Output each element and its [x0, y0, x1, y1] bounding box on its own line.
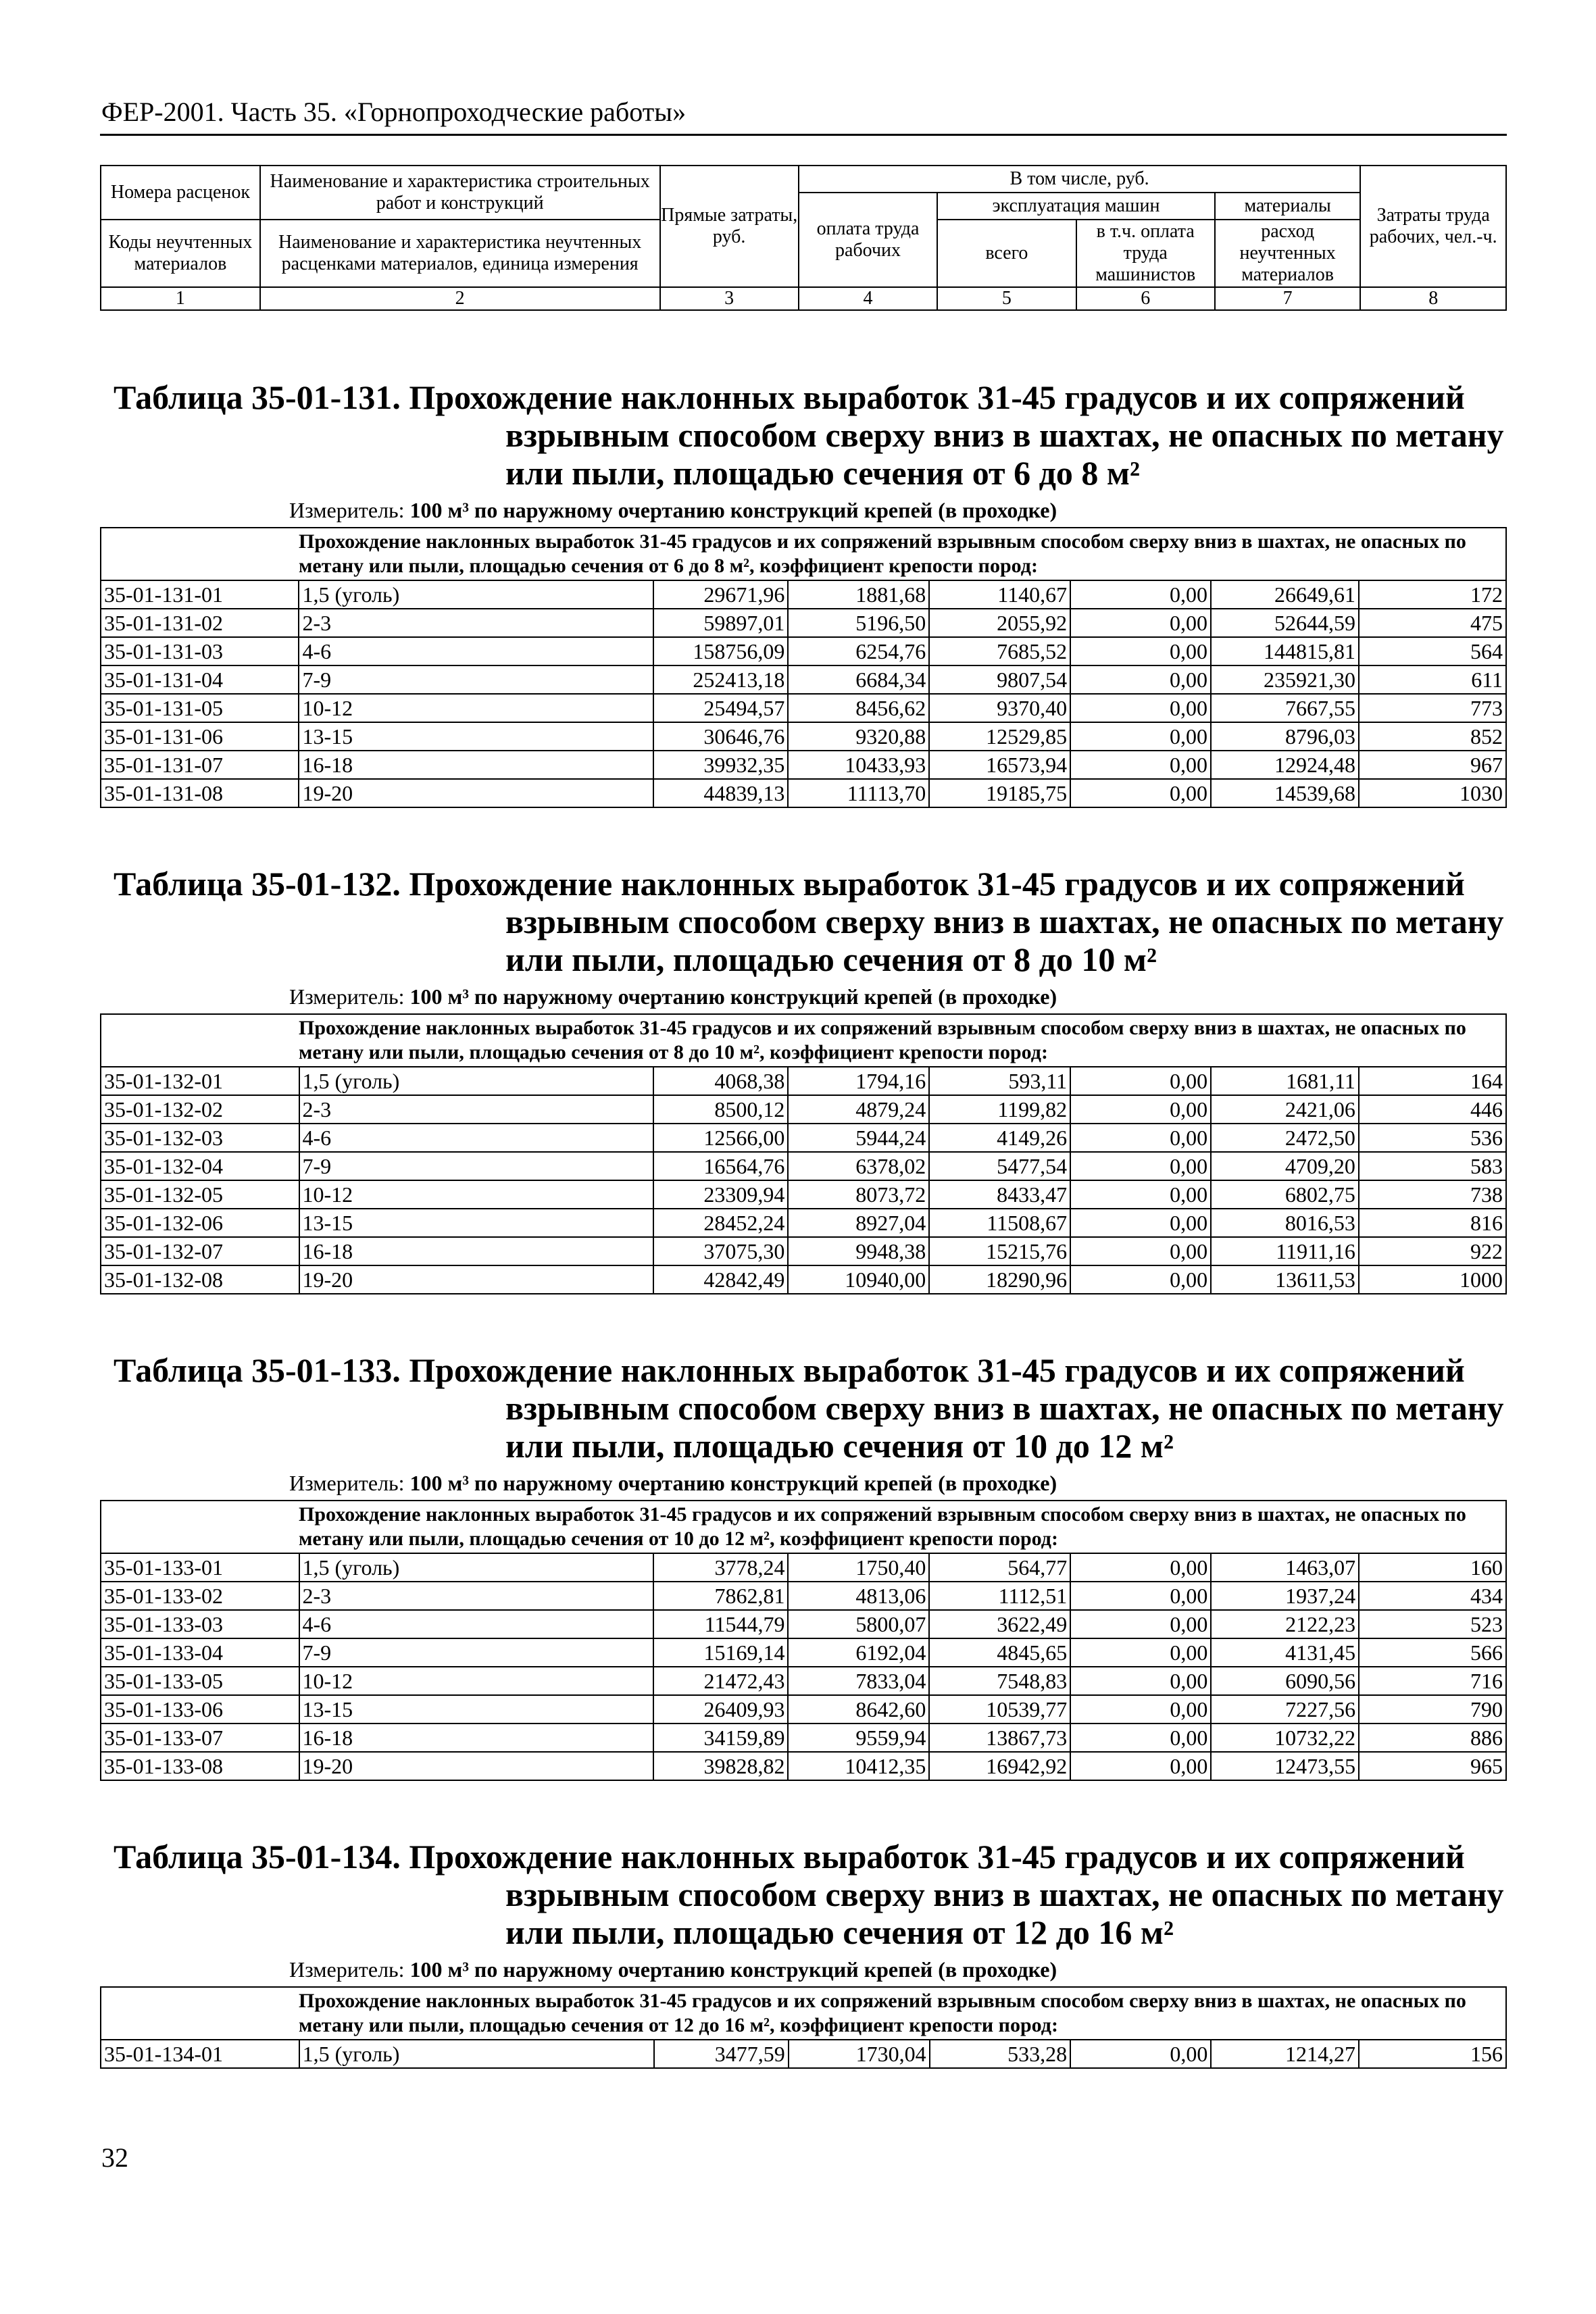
machine-cost-cell: 19185,75 [929, 779, 1070, 807]
labor-cost-cell: 8927,04 [788, 1209, 929, 1237]
table-row [101, 1067, 1506, 1095]
rock-hardness-cell: 13-15 [299, 1209, 654, 1237]
operator-cost-cell: 0,00 [1070, 1582, 1211, 1610]
rate-code-cell: 35-01-131-01 [101, 580, 299, 609]
header-rule [100, 134, 1507, 136]
direct-cost-cell: 16564,76 [653, 1152, 788, 1180]
material-cost-cell: 6802,75 [1211, 1180, 1359, 1209]
direct-cost-cell: 252413,18 [653, 665, 788, 694]
rate-code-cell: 35-01-134-01 [101, 2040, 299, 2068]
material-cost-cell: 13611,53 [1211, 1265, 1359, 1294]
operator-cost-cell: 0,00 [1070, 1180, 1211, 1209]
measure-line [100, 497, 1507, 523]
machine-cost-cell: 533,28 [930, 2040, 1071, 2068]
machine-cost-cell: 5477,54 [929, 1152, 1070, 1180]
rate-table-section [100, 378, 1507, 808]
labor-hours-cell: 965 [1359, 1752, 1506, 1780]
labor-cost-cell: 8073,72 [788, 1180, 929, 1209]
operator-cost-cell: 0,00 [1070, 580, 1211, 609]
rate-table-section [100, 865, 1507, 1294]
rate-table [100, 1500, 1507, 1781]
header-machines: эксплуатация машин [937, 193, 1215, 220]
table-row [101, 1553, 1506, 1582]
labor-hours-cell: 1000 [1359, 1265, 1506, 1294]
operator-cost-cell: 0,00 [1070, 1067, 1211, 1095]
group-row [101, 1501, 1506, 1553]
header-col2-bottom: Наименование и характеристика неучтенных расценками материалов, единица измерения [260, 220, 660, 287]
page-number: 32 [101, 2142, 128, 2173]
table-row [101, 1610, 1506, 1638]
table-row [101, 1582, 1506, 1610]
column-header-table [100, 165, 1507, 311]
labor-hours-cell: 566 [1359, 1638, 1506, 1667]
header-num: 4 [799, 287, 937, 310]
direct-cost-cell: 44839,13 [653, 779, 788, 807]
table-row [101, 637, 1506, 665]
rock-hardness-cell: 4-6 [299, 1610, 654, 1638]
operator-cost-cell: 0,00 [1070, 1209, 1211, 1237]
rock-hardness-cell: 19-20 [299, 1752, 654, 1780]
labor-cost-cell: 4879,24 [788, 1095, 929, 1124]
rate-code-cell: 35-01-133-08 [101, 1752, 299, 1780]
labor-cost-cell: 10433,93 [788, 751, 929, 779]
rate-code-cell: 35-01-132-07 [101, 1237, 299, 1265]
header-num: 6 [1076, 287, 1215, 310]
machine-cost-cell: 12529,85 [929, 722, 1070, 751]
rate-code-cell: 35-01-133-03 [101, 1610, 299, 1638]
rate-code-cell: 35-01-132-03 [101, 1124, 299, 1152]
labor-cost-cell: 8456,62 [788, 694, 929, 722]
machine-cost-cell: 2055,92 [929, 609, 1070, 637]
material-cost-cell: 144815,81 [1211, 637, 1359, 665]
operator-cost-cell: 0,00 [1070, 694, 1211, 722]
machine-cost-cell: 16942,92 [929, 1752, 1070, 1780]
rate-code-cell: 35-01-131-03 [101, 637, 299, 665]
rock-hardness-cell: 1,5 (уголь) [299, 1067, 654, 1095]
table-row [101, 1638, 1506, 1667]
labor-cost-cell: 1730,04 [789, 2040, 930, 2068]
operator-cost-cell: 0,00 [1070, 665, 1211, 694]
rock-hardness-cell: 1,5 (уголь) [299, 580, 653, 609]
material-cost-cell: 6090,56 [1211, 1667, 1359, 1695]
rock-hardness-cell: 10-12 [299, 694, 653, 722]
operator-cost-cell: 0,00 [1070, 1667, 1211, 1695]
labor-hours-cell: 583 [1359, 1152, 1506, 1180]
labor-cost-cell: 1750,40 [788, 1553, 929, 1582]
rate-table [100, 1986, 1507, 2069]
direct-cost-cell: 59897,01 [653, 609, 788, 637]
direct-cost-cell: 30646,76 [653, 722, 788, 751]
labor-hours-cell: 611 [1359, 665, 1506, 694]
header-col6: в т.ч. оплата труда машинистов [1076, 220, 1215, 287]
direct-cost-cell: 4068,38 [653, 1067, 788, 1095]
labor-hours-cell: 886 [1359, 1724, 1506, 1752]
direct-cost-cell: 39932,35 [653, 751, 788, 779]
measure-value: 100 м³ по наружному очертанию конструкций крепей (в проходке) [409, 984, 1057, 1009]
labor-cost-cell: 10940,00 [788, 1265, 929, 1294]
operator-cost-cell: 0,00 [1070, 1553, 1211, 1582]
operator-cost-cell: 0,00 [1070, 1752, 1211, 1780]
labor-cost-cell: 6378,02 [788, 1152, 929, 1180]
labor-cost-cell: 4813,06 [788, 1582, 929, 1610]
machine-cost-cell: 16573,94 [929, 751, 1070, 779]
rock-hardness-cell: 7-9 [299, 665, 653, 694]
operator-cost-cell: 0,00 [1070, 2040, 1211, 2068]
section-number: Таблица 35-01-132. [114, 865, 401, 903]
operator-cost-cell: 0,00 [1070, 779, 1211, 807]
machine-cost-cell: 1199,82 [929, 1095, 1070, 1124]
rock-hardness-cell: 13-15 [299, 722, 653, 751]
machine-cost-cell: 7548,83 [929, 1667, 1070, 1695]
header-num: 8 [1360, 287, 1506, 310]
section-number: Таблица 35-01-131. [114, 378, 401, 416]
section-title [100, 378, 1507, 492]
section-title-text: Прохождение наклонных выработок 31-45 градусов и их сопряжений взрывным способом сверху вниз в шахтах, не опасных по метану или пыли, площадью сечения от 10 до 12 м² [409, 1351, 1504, 1465]
rate-table [100, 1013, 1507, 1294]
machine-cost-cell: 4845,65 [929, 1638, 1070, 1667]
header-col1-bottom: Коды неучтенных материалов [101, 220, 260, 287]
rate-code-cell: 35-01-131-04 [101, 665, 299, 694]
material-cost-cell: 4131,45 [1211, 1638, 1359, 1667]
group-row [101, 1014, 1506, 1067]
section-title-text: Прохождение наклонных выработок 31-45 градусов и их сопряжений взрывным способом сверху вниз в шахтах, не опасных по метану или пыли, площадью сечения от 6 до 8 м² [409, 378, 1504, 492]
table-row [101, 1152, 1506, 1180]
labor-cost-cell: 5944,24 [788, 1124, 929, 1152]
operator-cost-cell: 0,00 [1070, 1265, 1211, 1294]
operator-cost-cell: 0,00 [1070, 1095, 1211, 1124]
direct-cost-cell: 42842,49 [653, 1265, 788, 1294]
operator-cost-cell: 0,00 [1070, 722, 1211, 751]
running-header: ФЕР-2001. Часть 35. «Горнопроходческие работы» [101, 97, 687, 127]
table-row [101, 1724, 1506, 1752]
measure-label: Измеритель: [289, 984, 405, 1009]
machine-cost-cell: 10539,77 [929, 1695, 1070, 1724]
rate-code-cell: 35-01-132-05 [101, 1180, 299, 1209]
material-cost-cell: 7227,56 [1211, 1695, 1359, 1724]
labor-cost-cell: 9559,94 [788, 1724, 929, 1752]
direct-cost-cell: 3477,59 [654, 2040, 789, 2068]
labor-cost-cell: 5800,07 [788, 1610, 929, 1638]
labor-hours-cell: 816 [1359, 1209, 1506, 1237]
material-cost-cell: 7667,55 [1211, 694, 1359, 722]
measure-value: 100 м³ по наружному очертанию конструкций крепей (в проходке) [409, 1957, 1057, 1982]
rock-hardness-cell: 19-20 [299, 779, 653, 807]
direct-cost-cell: 8500,12 [653, 1095, 788, 1124]
material-cost-cell: 11911,16 [1211, 1237, 1359, 1265]
labor-cost-cell: 1794,16 [788, 1067, 929, 1095]
rate-code-cell: 35-01-131-06 [101, 722, 299, 751]
header-materials: материалы [1215, 193, 1361, 220]
rate-code-cell: 35-01-133-04 [101, 1638, 299, 1667]
header-num: 1 [101, 287, 260, 310]
operator-cost-cell: 0,00 [1070, 1638, 1211, 1667]
material-cost-cell: 1681,11 [1211, 1067, 1359, 1095]
machine-cost-cell: 15215,76 [929, 1237, 1070, 1265]
rate-code-cell: 35-01-133-07 [101, 1724, 299, 1752]
material-cost-cell: 2421,06 [1211, 1095, 1359, 1124]
machine-cost-cell: 3622,49 [929, 1610, 1070, 1638]
material-cost-cell: 2122,23 [1211, 1610, 1359, 1638]
labor-hours-cell: 1030 [1359, 779, 1506, 807]
direct-cost-cell: 12566,00 [653, 1124, 788, 1152]
operator-cost-cell: 0,00 [1070, 1237, 1211, 1265]
rock-hardness-cell: 19-20 [299, 1265, 654, 1294]
material-cost-cell: 1463,07 [1211, 1553, 1359, 1582]
material-cost-cell: 235921,30 [1211, 665, 1359, 694]
header-col4: оплата труда рабочих [799, 193, 937, 287]
rock-hardness-cell: 1,5 (уголь) [299, 1553, 654, 1582]
machine-cost-cell: 1140,67 [929, 580, 1070, 609]
material-cost-cell: 10732,22 [1211, 1724, 1359, 1752]
header-num: 3 [660, 287, 799, 310]
operator-cost-cell: 0,00 [1070, 1152, 1211, 1180]
machine-cost-cell: 8433,47 [929, 1180, 1070, 1209]
measure-line [100, 984, 1507, 1009]
labor-cost-cell: 9948,38 [788, 1237, 929, 1265]
labor-cost-cell: 6192,04 [788, 1638, 929, 1667]
table-row [101, 1695, 1506, 1724]
material-cost-cell: 12924,48 [1211, 751, 1359, 779]
group-row [101, 1987, 1506, 2040]
machine-cost-cell: 18290,96 [929, 1265, 1070, 1294]
rate-code-cell: 35-01-132-02 [101, 1095, 299, 1124]
labor-cost-cell: 10412,35 [788, 1752, 929, 1780]
rock-hardness-cell: 4-6 [299, 1124, 654, 1152]
machine-cost-cell: 1112,51 [929, 1582, 1070, 1610]
table-row [101, 1209, 1506, 1237]
labor-cost-cell: 5196,50 [788, 609, 929, 637]
header-col3: Прямые затраты, руб. [660, 166, 799, 287]
machine-cost-cell: 7685,52 [929, 637, 1070, 665]
material-cost-cell: 4709,20 [1211, 1152, 1359, 1180]
header-num: 2 [260, 287, 660, 310]
direct-cost-cell: 15169,14 [653, 1638, 788, 1667]
direct-cost-cell: 26409,93 [653, 1695, 788, 1724]
labor-cost-cell: 8642,60 [788, 1695, 929, 1724]
direct-cost-cell: 37075,30 [653, 1237, 788, 1265]
header-col1-top: Номера расценок [101, 166, 260, 220]
labor-hours-cell: 922 [1359, 1237, 1506, 1265]
rate-table-section [100, 1838, 1507, 2069]
machine-cost-cell: 9807,54 [929, 665, 1070, 694]
direct-cost-cell: 11544,79 [653, 1610, 788, 1638]
rate-code-cell: 35-01-131-07 [101, 751, 299, 779]
direct-cost-cell: 7862,81 [653, 1582, 788, 1610]
rock-hardness-cell: 10-12 [299, 1667, 654, 1695]
rock-hardness-cell: 2-3 [299, 1582, 654, 1610]
rate-code-cell: 35-01-132-04 [101, 1152, 299, 1180]
material-cost-cell: 26649,61 [1211, 580, 1359, 609]
rock-hardness-cell: 4-6 [299, 637, 653, 665]
material-cost-cell: 52644,59 [1211, 609, 1359, 637]
labor-cost-cell: 6684,34 [788, 665, 929, 694]
labor-hours-cell: 523 [1359, 1610, 1506, 1638]
rate-code-cell: 35-01-131-02 [101, 609, 299, 637]
table-row [101, 1752, 1506, 1780]
labor-hours-cell: 164 [1359, 1067, 1506, 1095]
labor-hours-cell: 564 [1359, 637, 1506, 665]
machine-cost-cell: 11508,67 [929, 1209, 1070, 1237]
operator-cost-cell: 0,00 [1070, 1695, 1211, 1724]
section-title [100, 1351, 1507, 1465]
direct-cost-cell: 23309,94 [653, 1180, 788, 1209]
measure-line [100, 1470, 1507, 1496]
direct-cost-cell: 21472,43 [653, 1667, 788, 1695]
labor-hours-cell: 790 [1359, 1695, 1506, 1724]
machine-cost-cell: 564,77 [929, 1553, 1070, 1582]
group-row [101, 528, 1506, 580]
section-title [100, 865, 1507, 978]
rate-code-cell: 35-01-131-08 [101, 779, 299, 807]
rock-hardness-cell: 2-3 [299, 1095, 654, 1124]
operator-cost-cell: 0,00 [1070, 1124, 1211, 1152]
machine-cost-cell: 13867,73 [929, 1724, 1070, 1752]
header-num: 5 [937, 287, 1076, 310]
rate-table [100, 527, 1507, 808]
measure-value: 100 м³ по наружному очертанию конструкций крепей (в проходке) [409, 1471, 1057, 1495]
rock-hardness-cell: 16-18 [299, 1237, 654, 1265]
table-row [101, 665, 1506, 694]
header-num: 7 [1215, 287, 1361, 310]
direct-cost-cell: 28452,24 [653, 1209, 788, 1237]
rate-code-cell: 35-01-133-02 [101, 1582, 299, 1610]
group-description: Прохождение наклонных выработок 31-45 градусов и их сопряжений взрывным способом сверху вниз в шахтах, не опасных по метану или пыли, площадью сечения от 6 до 8 м², коэффициент крепости пород: [101, 528, 1506, 580]
table-row [101, 580, 1506, 609]
rock-hardness-cell: 7-9 [299, 1152, 654, 1180]
section-title [100, 1838, 1507, 1951]
rock-hardness-cell: 7-9 [299, 1638, 654, 1667]
rate-code-cell: 35-01-133-01 [101, 1553, 299, 1582]
group-description: Прохождение наклонных выработок 31-45 градусов и их сопряжений взрывным способом сверху вниз в шахтах, не опасных по метану или пыли, площадью сечения от 12 до 16 м², коэффициент крепости пород: [101, 1987, 1506, 2040]
rate-code-cell: 35-01-132-01 [101, 1067, 299, 1095]
direct-cost-cell: 39828,82 [653, 1752, 788, 1780]
table-row [101, 1180, 1506, 1209]
machine-cost-cell: 4149,26 [929, 1124, 1070, 1152]
rock-hardness-cell: 1,5 (уголь) [299, 2040, 654, 2068]
direct-cost-cell: 25494,57 [653, 694, 788, 722]
labor-hours-cell: 536 [1359, 1124, 1506, 1152]
material-cost-cell: 8796,03 [1211, 722, 1359, 751]
labor-hours-cell: 160 [1359, 1553, 1506, 1582]
header-col7: расход неучтенных материалов [1215, 220, 1361, 287]
rock-hardness-cell: 16-18 [299, 1724, 654, 1752]
group-description: Прохождение наклонных выработок 31-45 градусов и их сопряжений взрывным способом сверху вниз в шахтах, не опасных по метану или пыли, площадью сечения от 10 до 12 м², коэффициент крепости пород: [101, 1501, 1506, 1553]
section-title-text: Прохождение наклонных выработок 31-45 градусов и их сопряжений взрывным способом сверху вниз в шахтах, не опасных по метану или пыли, площадью сечения от 8 до 10 м² [409, 865, 1504, 978]
direct-cost-cell: 158756,09 [653, 637, 788, 665]
table-row [101, 722, 1506, 751]
labor-hours-cell: 156 [1359, 2040, 1506, 2068]
table-row [101, 1095, 1506, 1124]
rock-hardness-cell: 10-12 [299, 1180, 654, 1209]
labor-hours-cell: 738 [1359, 1180, 1506, 1209]
rock-hardness-cell: 2-3 [299, 609, 653, 637]
labor-hours-cell: 716 [1359, 1667, 1506, 1695]
table-row [101, 1237, 1506, 1265]
measure-label: Измеритель: [289, 1471, 405, 1495]
table-row [101, 1667, 1506, 1695]
operator-cost-cell: 0,00 [1070, 609, 1211, 637]
rock-hardness-cell: 16-18 [299, 751, 653, 779]
header-col8: Затраты труда рабочих, чел.-ч. [1360, 166, 1506, 287]
operator-cost-cell: 0,00 [1070, 751, 1211, 779]
header-incl: В том числе, руб. [799, 166, 1361, 193]
rate-code-cell: 35-01-131-05 [101, 694, 299, 722]
section-number: Таблица 35-01-133. [114, 1351, 401, 1389]
operator-cost-cell: 0,00 [1070, 1610, 1211, 1638]
rate-code-cell: 35-01-132-08 [101, 1265, 299, 1294]
material-cost-cell: 2472,50 [1211, 1124, 1359, 1152]
labor-cost-cell: 9320,88 [788, 722, 929, 751]
direct-cost-cell: 34159,89 [653, 1724, 788, 1752]
rate-table-section [100, 1351, 1507, 1781]
labor-hours-cell: 434 [1359, 1582, 1506, 1610]
material-cost-cell: 1937,24 [1211, 1582, 1359, 1610]
section-number: Таблица 35-01-134. [114, 1838, 401, 1876]
labor-hours-cell: 172 [1359, 580, 1506, 609]
section-title-text: Прохождение наклонных выработок 31-45 градусов и их сопряжений взрывным способом сверху вниз в шахтах, не опасных по метану или пыли, площадью сечения от 12 до 16 м² [409, 1838, 1504, 1951]
material-cost-cell: 14539,68 [1211, 779, 1359, 807]
table-row [101, 609, 1506, 637]
direct-cost-cell: 29671,96 [653, 580, 788, 609]
labor-hours-cell: 446 [1359, 1095, 1506, 1124]
measure-line [100, 1957, 1507, 1982]
machine-cost-cell: 593,11 [929, 1067, 1070, 1095]
labor-hours-cell: 475 [1359, 609, 1506, 637]
measure-label: Измеритель: [289, 1957, 405, 1982]
labor-cost-cell: 6254,76 [788, 637, 929, 665]
material-cost-cell: 1214,27 [1211, 2040, 1359, 2068]
labor-hours-cell: 967 [1359, 751, 1506, 779]
table-row [101, 694, 1506, 722]
operator-cost-cell: 0,00 [1070, 637, 1211, 665]
rate-code-cell: 35-01-132-06 [101, 1209, 299, 1237]
table-row [101, 1124, 1506, 1152]
operator-cost-cell: 0,00 [1070, 1724, 1211, 1752]
rate-code-cell: 35-01-133-05 [101, 1667, 299, 1695]
material-cost-cell: 8016,53 [1211, 1209, 1359, 1237]
rock-hardness-cell: 13-15 [299, 1695, 654, 1724]
header-col5: всего [937, 220, 1076, 287]
labor-cost-cell: 1881,68 [788, 580, 929, 609]
table-row [101, 2040, 1506, 2068]
labor-hours-cell: 773 [1359, 694, 1506, 722]
rate-code-cell: 35-01-133-06 [101, 1695, 299, 1724]
table-row [101, 779, 1506, 807]
labor-hours-cell: 852 [1359, 722, 1506, 751]
labor-cost-cell: 7833,04 [788, 1667, 929, 1695]
table-row [101, 751, 1506, 779]
labor-cost-cell: 11113,70 [788, 779, 929, 807]
header-col2-top: Наименование и характеристика строительных работ и конструкций [260, 166, 660, 220]
table-row [101, 1265, 1506, 1294]
material-cost-cell: 12473,55 [1211, 1752, 1359, 1780]
direct-cost-cell: 3778,24 [653, 1553, 788, 1582]
group-description: Прохождение наклонных выработок 31-45 градусов и их сопряжений взрывным способом сверху вниз в шахтах, не опасных по метану или пыли, площадью сечения от 8 до 10 м², коэффициент крепости пород: [101, 1014, 1506, 1067]
machine-cost-cell: 9370,40 [929, 694, 1070, 722]
measure-label: Измеритель: [289, 498, 405, 522]
measure-value: 100 м³ по наружному очертанию конструкций крепей (в проходке) [409, 498, 1057, 522]
